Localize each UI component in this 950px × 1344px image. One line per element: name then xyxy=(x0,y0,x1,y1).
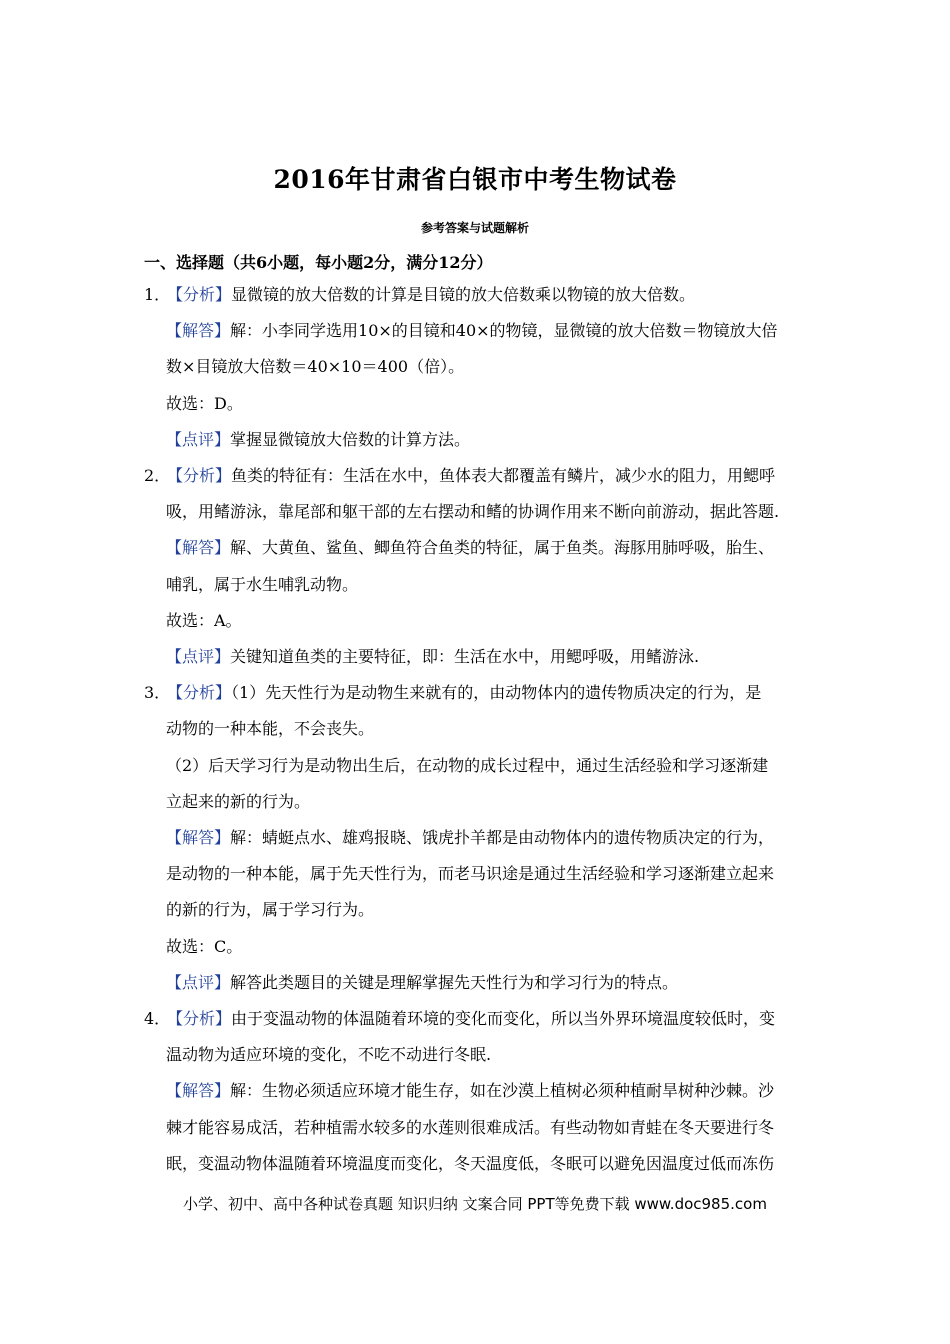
answer-text: 由于变温动物的体温随着环境的变化而变化，所以当外界环境温度较低时，变 xyxy=(231,1009,776,1028)
section-tag: 【分析】 xyxy=(167,466,232,485)
question-number: 1． xyxy=(144,285,171,304)
answer-line xyxy=(166,500,779,524)
section-tag: 【分析】 xyxy=(167,285,232,304)
section-tag: 【解答】 xyxy=(166,828,231,847)
answer-line xyxy=(166,1116,774,1140)
answer-line xyxy=(166,1079,774,1103)
answer-text: 是动物的一种本能，属于先天性行为，而老马识途是通过生活经验和学习逐渐建立起来 xyxy=(166,864,775,883)
answer-line xyxy=(166,898,374,922)
answer-line xyxy=(166,1152,774,1176)
answer-text: 解：小李同学选用10×的目镜和40×的物镜，显微镜的放大倍数＝物镜放大倍 xyxy=(230,321,778,340)
answer-text: 鱼类的特征有：生活在水中，鱼体表大都覆盖有鳞片，减少水的阻力，用鳃呼 xyxy=(231,466,776,485)
answer-text: 立起来的新的行为。 xyxy=(166,792,311,811)
answer-text: （1）先天性行为是动物生来就有的，由动物体内的遗传物质决定的行为，是 xyxy=(231,683,762,702)
section-heading: 一、选择题（共6小题，每小题2分，满分12分） xyxy=(144,253,493,272)
section-tag: 【解答】 xyxy=(166,1081,231,1100)
section-tag: 【解答】 xyxy=(166,538,231,557)
answer-text: 数×目镜放大倍数＝40×10＝400（倍）。 xyxy=(166,357,465,376)
answer-text: 故选：D。 xyxy=(166,394,243,413)
answer-line xyxy=(166,645,699,669)
answer-text: 解：蜻蜓点水、雄鸡报晓、饿虎扑羊都是由动物体内的遗传物质决定的行为， xyxy=(230,828,775,847)
answer-text: 动物的一种本能，不会丧失。 xyxy=(166,719,375,738)
answer-text: 吸，用鳍游泳，靠尾部和躯干部的左右摆动和鳍的协调作用来不断向前游动，据此答题. xyxy=(166,502,780,521)
answer-text: 温动物为适应环境的变化，不吃不动进行冬眠. xyxy=(166,1045,492,1064)
section-tag: 【分析】 xyxy=(167,683,232,702)
answer-line xyxy=(166,790,310,814)
answer-line xyxy=(166,826,774,850)
answer-line xyxy=(166,862,774,886)
answer-text: 解答此类题目的关键是理解掌握先天性行为和学习行为的特点。 xyxy=(230,973,679,992)
answer-text: 掌握显微镜放大倍数的计算方法。 xyxy=(230,430,471,449)
answer-text: 眠，变温动物体温随着环境温度而变化，冬天温度低，冬眠可以避免因温度过低而冻伤 xyxy=(166,1154,775,1173)
section-tag: 【点评】 xyxy=(166,430,231,449)
answer-line xyxy=(166,754,768,778)
section-tag: 【点评】 xyxy=(166,647,231,666)
answer-text: 故选：C。 xyxy=(166,937,243,956)
answer-line xyxy=(166,319,778,343)
question-number: 3． xyxy=(144,683,171,702)
answer-text: 哺乳，属于水生哺乳动物。 xyxy=(166,575,359,594)
answer-text: 显微镜的放大倍数的计算是目镜的放大倍数乘以物镜的放大倍数。 xyxy=(231,285,696,304)
footer-text: 小学、初中、高中各种试卷真题 知识归纳 文案合同 PPT等免费下载 www.doc985.com xyxy=(183,1195,767,1213)
answer-line xyxy=(166,355,464,379)
answer-line xyxy=(167,464,775,488)
answer-line xyxy=(166,717,374,741)
answer-line xyxy=(167,1007,775,1031)
answer-line xyxy=(167,681,761,705)
answer-line xyxy=(166,573,358,597)
answer-text: 的新的行为，属于学习行为。 xyxy=(166,900,375,919)
answer-text: （2）后天学习行为是动物出生后，在动物的成长过程中，通过生活经验和学习逐渐建 xyxy=(166,756,769,775)
answer-text: 解、大黄鱼、鲨鱼、鲫鱼符合鱼类的特征，属于鱼类。海豚用肺呼吸，胎生、 xyxy=(230,538,775,557)
answer-line xyxy=(166,392,243,416)
answer-line xyxy=(166,1043,491,1067)
answer-text: 关键知道鱼类的主要特征，即：生活在水中，用鳃呼吸，用鳍游泳. xyxy=(230,647,700,666)
answer-line xyxy=(166,971,678,995)
question-number: 2． xyxy=(144,466,171,485)
page-title: 2016年甘肃省白银市中考生物试卷 xyxy=(273,165,677,194)
answer-line xyxy=(166,428,470,452)
answer-text: 故选：A。 xyxy=(166,611,242,630)
answer-line xyxy=(166,935,242,959)
section-tag: 【点评】 xyxy=(166,973,231,992)
answer-line xyxy=(166,609,242,633)
answer-text: 棘才能容易成活，若种植需水较多的水莲则很难成活。有些动物如青蛙在冬天要进行冬 xyxy=(166,1118,775,1137)
answer-line xyxy=(166,536,774,560)
answer-text: 解：生物必须适应环境才能生存，如在沙漠上植树必须种植耐旱树种沙棘。沙 xyxy=(230,1081,775,1100)
page-subtitle: 参考答案与试题解析 xyxy=(420,221,529,235)
section-tag: 【解答】 xyxy=(166,321,231,340)
answer-line xyxy=(167,283,695,307)
question-number: 4． xyxy=(144,1009,171,1028)
section-tag: 【分析】 xyxy=(167,1009,232,1028)
